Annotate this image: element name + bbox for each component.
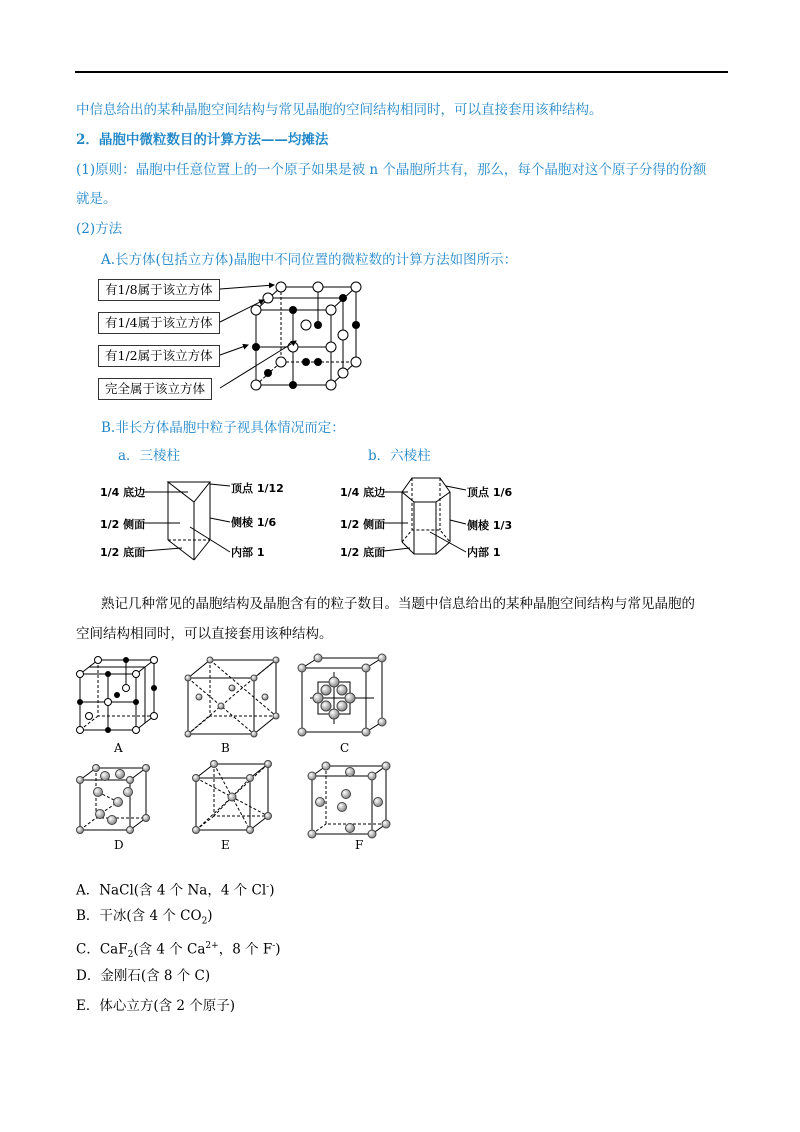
prism3-svg — [100, 472, 300, 564]
memorize-line-1: 熟记几种常见的晶胞结构及晶胞含有的粒子数目。当题中信息给出的某种晶胞空间结构与常见晶胞的 — [101, 596, 695, 612]
prism3-label-side-face: 1/2 侧面 — [100, 518, 146, 531]
prism3-label-bottom-edge: 1/4 底边 — [100, 486, 146, 499]
label-body: 完全属于该立方体 — [98, 378, 212, 400]
caption-f: F — [355, 838, 364, 852]
prism6-label-bottom-face: 1/2 底面 — [340, 546, 386, 559]
prism6-title: b．六棱柱 — [368, 448, 431, 464]
principle-line-2: 就是。 — [76, 191, 117, 207]
prism3-title: a．三棱柱 — [118, 448, 181, 464]
caption-c: C — [340, 741, 350, 755]
principle-line-1: (1)原则：晶胞中任意位置上的一个原子如果是被 n 个晶胞所共有，那么，每个晶胞对这个原子分得的份额 — [76, 162, 707, 178]
answer-a: A．NaCl(含 4 个 Na，4 个 Cl-) — [76, 882, 275, 899]
method-title: (2)方法 — [76, 221, 123, 237]
answer-d: D．金刚石(含 8 个 C) — [76, 968, 211, 984]
prism6-label-side-edge: 侧棱 1/3 — [467, 519, 513, 532]
label-face: 有1/2属于该立方体 — [98, 345, 220, 367]
cube-position-figure — [96, 275, 376, 405]
answer-e: E．体心立方(含 2 个原子) — [76, 998, 236, 1014]
prism6-label-side-face: 1/2 侧面 — [340, 518, 386, 531]
prism6-label-interior: 内部 1 — [467, 546, 501, 559]
header-rule — [75, 71, 728, 73]
prism6-svg — [340, 472, 540, 564]
triangular-prism-figure — [100, 472, 300, 564]
answer-c: C．CaF$_2$(含 4 个 $Ca^{2+}$，8 个 F-) — [76, 941, 281, 961]
prism3-label-interior: 内部 1 — [231, 546, 265, 559]
label-edge: 有1/4属于该立方体 — [98, 312, 220, 334]
caption-d: D — [114, 838, 124, 852]
intro-line: 中信息给出的某种晶胞空间结构与常见晶胞的空间结构相同时，可以直接套用该种结构。 — [76, 102, 603, 118]
caption-a: A — [114, 741, 123, 755]
method-a: A.长方体(包括立方体)晶胞中不同位置的微粒数的计算方法如图所示： — [101, 252, 518, 268]
prism3-label-vertex: 顶点 1/12 — [231, 482, 284, 495]
prism6-label-bottom-edge: 1/4 底边 — [340, 486, 386, 499]
label-corner: 有1/8属于该立方体 — [98, 279, 220, 301]
prism3-label-bottom-face: 1/2 底面 — [100, 546, 146, 559]
prism3-label-side-edge: 侧棱 1/6 — [231, 516, 277, 529]
caption-b: B — [221, 741, 230, 755]
memorize-line-2: 空间结构相同时，可以直接套用该种结构。 — [76, 626, 333, 642]
caption-e: E — [221, 838, 230, 852]
method-b: B.非长方体晶胞中粒子视具体情况而定： — [101, 420, 345, 436]
answer-b: B．干冰(含 4 个 $CO_2$) — [76, 908, 213, 927]
crystal-structures-svg — [70, 652, 410, 862]
section-title: 2．晶胞中微粒数目的计算方法——均摊法 — [76, 132, 329, 148]
cube-lattice-svg — [96, 275, 376, 405]
hexagonal-prism-figure — [340, 472, 540, 564]
prism6-label-vertex: 顶点 1/6 — [467, 486, 513, 499]
